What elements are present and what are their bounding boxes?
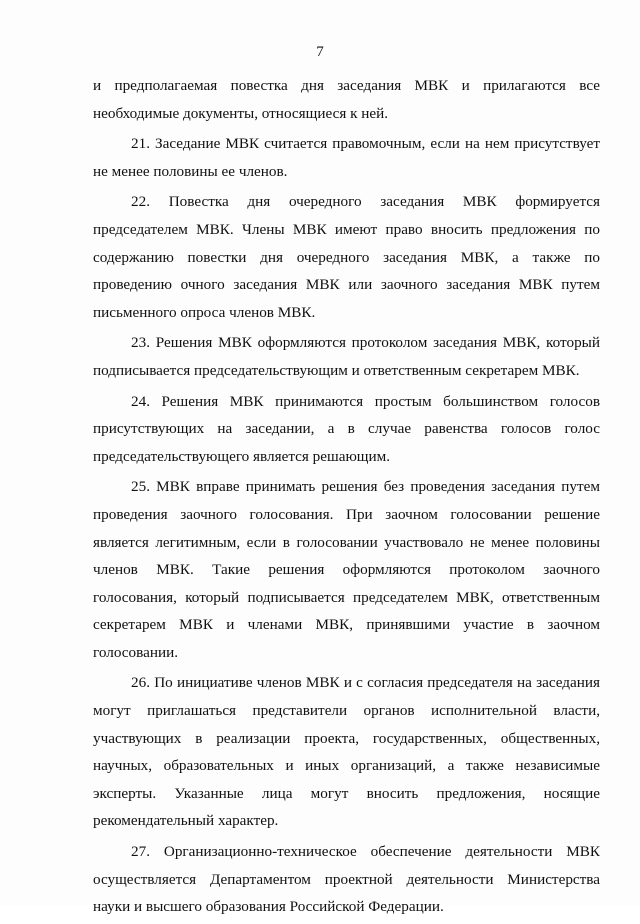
page-number: 7 — [316, 44, 324, 60]
paragraph-22: 22. Повестка дня очередного заседания МВК формируется председателем МВК. Члены МВК имеют право вносить предложения по содержанию повестки дня очередного заседания МВК, а также по проведению очного заседания МВК или заочного заседания МВК путем письменного опроса членов МВК. — [93, 193, 600, 321]
paragraph-continuation: и предполагаемая повестка дня заседания МВК и прилагаются все необходимые документы, относящиеся к ней. — [93, 77, 600, 122]
paragraph-24: 24. Решения МВК принимаются простым большинством голосов присутствующих на заседании, а в случае равенства голосов голос председательствующего является решающим. — [93, 392, 600, 465]
paragraph-26: 26. По инициативе членов МВК и с согласия председателя на заседания могут приглашаться представители органов исполнительной власти, участвующих в реализации проекта, государственных, общественных, научных, образовательных и иных организаций, а также независимые эксперты. Указанные лица могут вносить предложения, носящие рекомендательный характер. — [93, 674, 600, 830]
paragraph-25: 25. МВК вправе принимать решения без проведения заседания путем проведения заочного голосования. При заочном голосовании решение является легитимным, если в голосовании участвовало не менее половины членов МВК. Такие решения оформляются протоколом заочного голосования, который подписывается председателем МВК, ответственным секретарем МВК и членами МВК, принявшими участие в заочном голосовании. — [93, 478, 600, 661]
document-body — [93, 72, 600, 924]
paragraph-23: 23. Решения МВК оформляются протоколом заседания МВК, который подписывается председательствующим и ответственным секретарем МВК. — [93, 334, 600, 379]
paragraph-27: 27. Организационно-техническое обеспечение деятельности МВК осуществляется Департаментом проектной деятельности Министерства науки и высшего образования Российской Федерации. — [93, 843, 600, 916]
paragraph-21: 21. Заседание МВК считается правомочным, если на нем присутствует не менее половины ее членов. — [93, 135, 600, 180]
